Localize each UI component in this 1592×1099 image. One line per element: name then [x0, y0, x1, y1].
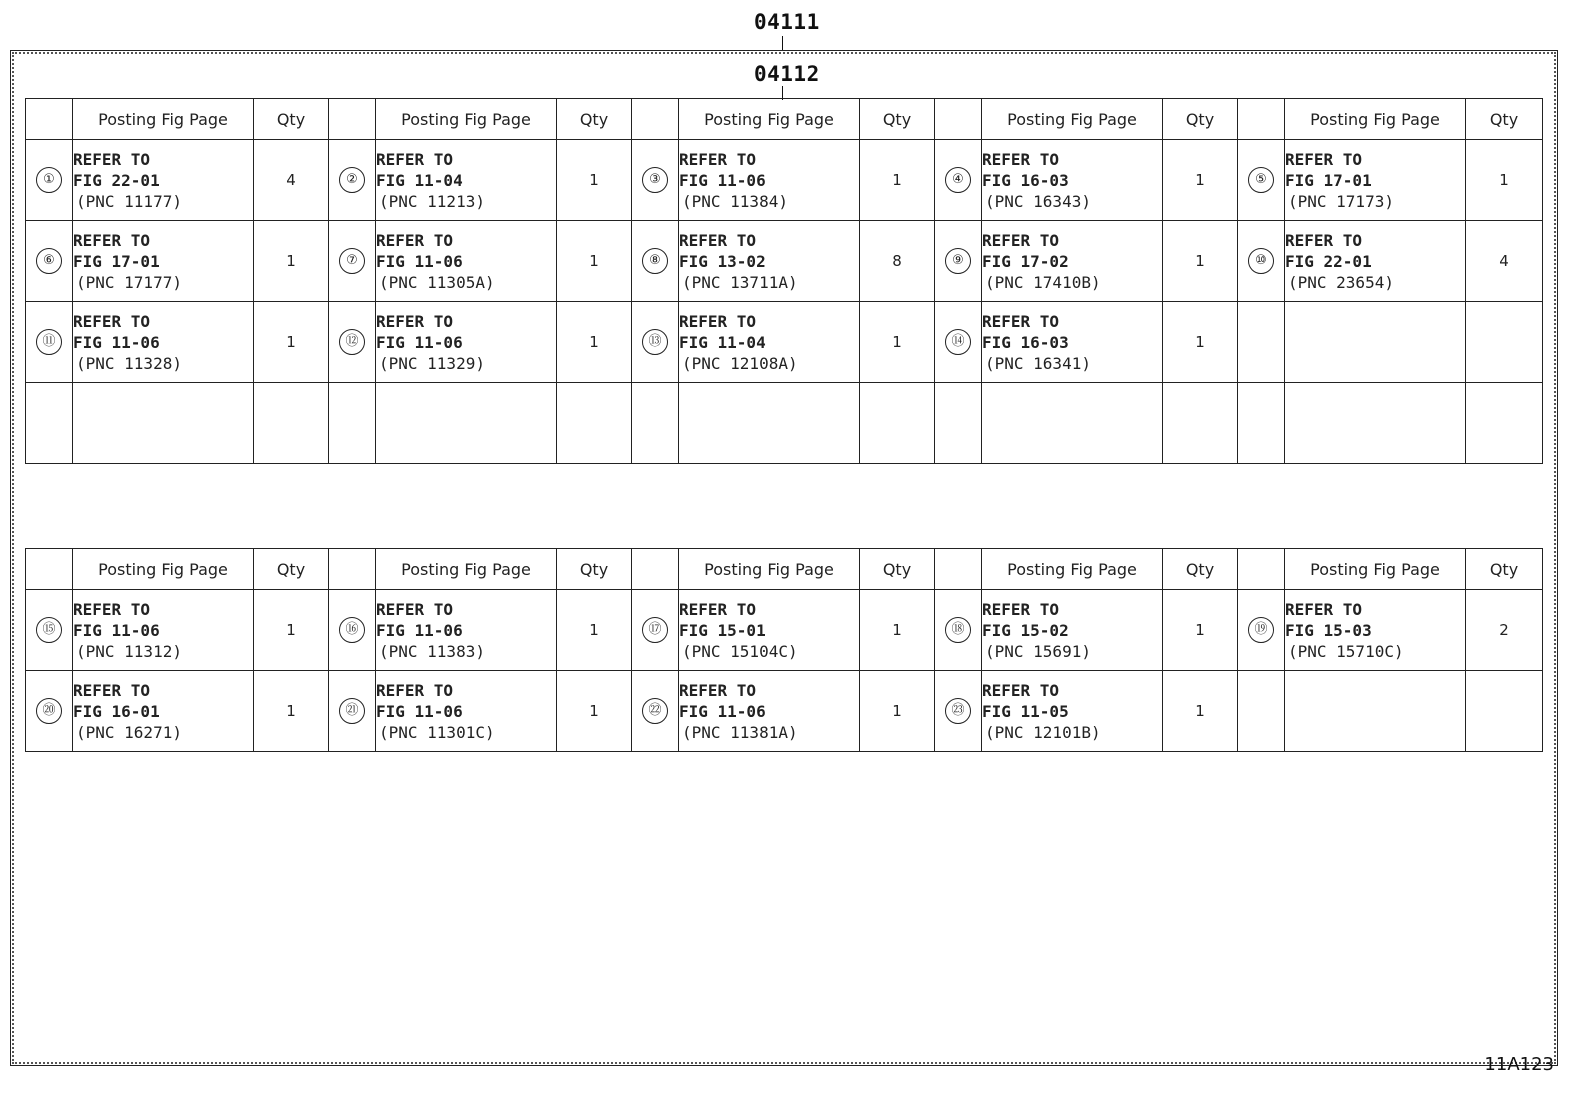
callout-number: ⑦ — [339, 248, 365, 274]
reference-cell — [1285, 383, 1466, 464]
refer-to-text: REFER TO — [679, 149, 757, 169]
callout-cell — [1238, 383, 1285, 464]
header-blank-cell — [1238, 549, 1285, 590]
table-row — [26, 671, 1543, 752]
refer-to-text: REFER TO — [679, 599, 757, 619]
reference-cell — [73, 302, 254, 383]
fig-reference: FIG 11-04 — [679, 332, 766, 352]
callout-cell — [1238, 302, 1285, 383]
callout-cell — [935, 590, 982, 671]
refer-to-text: REFER TO — [982, 599, 1060, 619]
header-posting-fig-page: Posting Fig Page — [679, 99, 860, 140]
callout-cell — [26, 302, 73, 383]
header-qty: Qty — [1163, 99, 1238, 140]
callout-number: ⑯ — [339, 617, 365, 643]
header-blank-cell — [26, 99, 73, 140]
pnc-number: (PNC 11328) — [76, 353, 182, 373]
fig-reference: FIG 11-06 — [679, 701, 766, 721]
header-qty: Qty — [860, 549, 935, 590]
reference-cell — [1285, 140, 1466, 221]
callout-number: ⑤ — [1248, 167, 1274, 193]
fig-reference: FIG 15-02 — [982, 620, 1069, 640]
qty-cell: 1 — [1163, 302, 1238, 383]
callout-cell — [329, 302, 376, 383]
reference-cell — [1285, 590, 1466, 671]
reference-cell — [982, 221, 1163, 302]
callout-cell — [26, 140, 73, 221]
callout-cell — [329, 383, 376, 464]
pnc-number: (PNC 12108A) — [682, 353, 798, 373]
qty-cell: 1 — [254, 671, 329, 752]
callout-cell — [632, 383, 679, 464]
header-blank-cell — [935, 99, 982, 140]
pnc-number: (PNC 15691) — [985, 641, 1091, 661]
qty-cell: 1 — [860, 671, 935, 752]
reference-cell — [982, 383, 1163, 464]
reference-cell — [73, 671, 254, 752]
callout-cell — [632, 221, 679, 302]
qty-cell: 1 — [1466, 140, 1543, 221]
table-row — [26, 221, 1543, 302]
callout-number: ④ — [945, 167, 971, 193]
callout-number: ① — [36, 167, 62, 193]
reference-cell — [982, 590, 1163, 671]
refer-to-text: REFER TO — [376, 680, 454, 700]
header-posting-fig-page: Posting Fig Page — [1285, 99, 1466, 140]
qty-cell: 2 — [1466, 590, 1543, 671]
qty-cell — [1163, 383, 1238, 464]
qty-cell — [1466, 383, 1543, 464]
fig-reference: FIG 11-06 — [73, 620, 160, 640]
qty-cell — [557, 383, 632, 464]
callout-cell — [632, 140, 679, 221]
refer-to-text: REFER TO — [982, 149, 1060, 169]
header-posting-fig-page: Posting Fig Page — [376, 549, 557, 590]
parts-table-1 — [25, 98, 1543, 464]
qty-cell: 1 — [860, 140, 935, 221]
callout-number: ⑥ — [36, 248, 62, 274]
fig-reference: FIG 15-01 — [679, 620, 766, 640]
qty-cell: 4 — [254, 140, 329, 221]
header-posting-fig-page: Posting Fig Page — [376, 99, 557, 140]
reference-cell — [73, 140, 254, 221]
qty-cell: 1 — [860, 590, 935, 671]
table-1-body — [26, 99, 1543, 464]
pnc-number: (PNC 11177) — [76, 191, 182, 211]
pnc-number: (PNC 17173) — [1288, 191, 1394, 211]
callout-number: ⑬ — [642, 329, 668, 355]
header-posting-fig-page: Posting Fig Page — [73, 549, 254, 590]
pnc-number: (PNC 23654) — [1288, 272, 1394, 292]
callout-number: ⑨ — [945, 248, 971, 274]
table-row — [26, 302, 1543, 383]
refer-to-text: REFER TO — [679, 311, 757, 331]
callout-cell — [26, 671, 73, 752]
pnc-number: (PNC 11384) — [682, 191, 788, 211]
callout-number: ㉓ — [945, 698, 971, 724]
header-qty: Qty — [1163, 549, 1238, 590]
callout-number: ⑫ — [339, 329, 365, 355]
table-row — [26, 140, 1543, 221]
reference-cell — [982, 671, 1163, 752]
refer-to-text: REFER TO — [73, 311, 151, 331]
fig-reference: FIG 17-02 — [982, 251, 1069, 271]
reference-cell — [679, 383, 860, 464]
callout-cell — [329, 221, 376, 302]
reference-cell — [982, 140, 1163, 221]
callout-number: ㉒ — [642, 698, 668, 724]
callout-cell — [26, 383, 73, 464]
header-posting-fig-page: Posting Fig Page — [1285, 549, 1466, 590]
pnc-number: (PNC 12101B) — [985, 722, 1101, 742]
refer-to-text: REFER TO — [679, 230, 757, 250]
refer-to-text: REFER TO — [376, 599, 454, 619]
reference-cell — [679, 302, 860, 383]
callout-cell — [632, 671, 679, 752]
fig-reference: FIG 16-01 — [73, 701, 160, 721]
callout-number: ⑲ — [1248, 617, 1274, 643]
callout-cell — [1238, 671, 1285, 752]
header-posting-fig-page: Posting Fig Page — [982, 99, 1163, 140]
callout-cell — [26, 221, 73, 302]
reference-cell — [679, 590, 860, 671]
pnc-number: (PNC 16271) — [76, 722, 182, 742]
callout-number: ⑪ — [36, 329, 62, 355]
header-blank-cell — [26, 549, 73, 590]
refer-to-text: REFER TO — [376, 230, 454, 250]
header-blank-cell — [329, 549, 376, 590]
callout-number: ② — [339, 167, 365, 193]
fig-reference: FIG 17-01 — [1285, 170, 1372, 190]
refer-to-text: REFER TO — [679, 680, 757, 700]
assembly-number-sub: 04112 — [754, 62, 820, 86]
callout-cell — [935, 671, 982, 752]
callout-number: ③ — [642, 167, 668, 193]
pnc-number: (PNC 11301C) — [379, 722, 495, 742]
callout-cell — [632, 590, 679, 671]
reference-cell — [376, 221, 557, 302]
header-qty: Qty — [1466, 549, 1543, 590]
qty-cell: 4 — [1466, 221, 1543, 302]
qty-cell — [860, 383, 935, 464]
callout-cell — [935, 302, 982, 383]
fig-reference: FIG 11-06 — [376, 620, 463, 640]
pnc-number: (PNC 15710C) — [1288, 641, 1404, 661]
table-2-body — [26, 549, 1543, 752]
pnc-number: (PNC 16343) — [985, 191, 1091, 211]
refer-to-text: REFER TO — [73, 149, 151, 169]
pnc-number: (PNC 16341) — [985, 353, 1091, 373]
table-row — [26, 383, 1543, 464]
reference-cell — [1285, 302, 1466, 383]
fig-reference: FIG 16-03 — [982, 332, 1069, 352]
qty-cell — [254, 383, 329, 464]
callout-number: ⑳ — [36, 698, 62, 724]
reference-cell — [376, 590, 557, 671]
refer-to-text: REFER TO — [73, 599, 151, 619]
pnc-number: (PNC 11305A) — [379, 272, 495, 292]
fig-reference: FIG 11-06 — [376, 701, 463, 721]
fig-reference: FIG 11-06 — [679, 170, 766, 190]
callout-cell — [329, 140, 376, 221]
fig-reference: FIG 22-01 — [1285, 251, 1372, 271]
pnc-number: (PNC 15104C) — [682, 641, 798, 661]
pnc-number: (PNC 13711A) — [682, 272, 798, 292]
fig-reference: FIG 11-06 — [376, 332, 463, 352]
qty-cell: 1 — [254, 221, 329, 302]
qty-cell: 8 — [860, 221, 935, 302]
qty-cell: 1 — [860, 302, 935, 383]
reference-cell — [679, 140, 860, 221]
refer-to-text: REFER TO — [1285, 230, 1363, 250]
callout-cell — [1238, 590, 1285, 671]
parts-table-2 — [25, 548, 1543, 752]
qty-cell: 1 — [1163, 140, 1238, 221]
callout-number: ⑱ — [945, 617, 971, 643]
qty-cell: 1 — [1163, 671, 1238, 752]
callout-cell — [329, 590, 376, 671]
callout-cell — [329, 671, 376, 752]
header-blank-cell — [329, 99, 376, 140]
header-blank-cell — [632, 99, 679, 140]
callout-cell — [1238, 221, 1285, 302]
fig-reference: FIG 11-06 — [376, 251, 463, 271]
fig-reference: FIG 16-03 — [982, 170, 1069, 190]
reference-cell — [982, 302, 1163, 383]
refer-to-text: REFER TO — [73, 680, 151, 700]
header-qty: Qty — [557, 549, 632, 590]
callout-cell — [935, 383, 982, 464]
header-qty: Qty — [254, 549, 329, 590]
refer-to-text: REFER TO — [982, 230, 1060, 250]
qty-cell: 1 — [557, 221, 632, 302]
fig-reference: FIG 17-01 — [73, 251, 160, 271]
header-posting-fig-page: Posting Fig Page — [982, 549, 1163, 590]
header-qty: Qty — [254, 99, 329, 140]
callout-cell — [935, 221, 982, 302]
header-qty: Qty — [860, 99, 935, 140]
assembly-number-top: 04111 — [754, 10, 820, 34]
reference-cell — [376, 383, 557, 464]
refer-to-text: REFER TO — [376, 311, 454, 331]
callout-cell — [632, 302, 679, 383]
reference-cell — [73, 383, 254, 464]
pnc-number: (PNC 11381A) — [682, 722, 798, 742]
reference-cell — [1285, 671, 1466, 752]
refer-to-text: REFER TO — [1285, 149, 1363, 169]
refer-to-text: REFER TO — [73, 230, 151, 250]
fig-reference: FIG 11-05 — [982, 701, 1069, 721]
pnc-number: (PNC 11312) — [76, 641, 182, 661]
pnc-number: (PNC 11329) — [379, 353, 485, 373]
diagram-code: 11A123 — [1484, 1054, 1554, 1075]
callout-number: ⑰ — [642, 617, 668, 643]
refer-to-text: REFER TO — [1285, 599, 1363, 619]
reference-cell — [73, 221, 254, 302]
qty-cell — [1466, 302, 1543, 383]
header-row — [26, 99, 1543, 140]
refer-to-text: REFER TO — [982, 680, 1060, 700]
header-posting-fig-page: Posting Fig Page — [679, 549, 860, 590]
reference-cell — [73, 590, 254, 671]
qty-cell: 1 — [557, 671, 632, 752]
callout-number: ㉑ — [339, 698, 365, 724]
qty-cell: 1 — [1163, 590, 1238, 671]
qty-cell: 1 — [254, 590, 329, 671]
pnc-number: (PNC 11213) — [379, 191, 485, 211]
callout-number: ⑭ — [945, 329, 971, 355]
qty-cell: 1 — [557, 590, 632, 671]
pnc-number: (PNC 17410B) — [985, 272, 1101, 292]
fig-reference: FIG 22-01 — [73, 170, 160, 190]
callout-cell — [1238, 140, 1285, 221]
header-blank-cell — [632, 549, 679, 590]
reference-cell — [679, 221, 860, 302]
reference-cell — [376, 302, 557, 383]
reference-cell — [376, 671, 557, 752]
qty-cell: 1 — [557, 140, 632, 221]
qty-cell: 1 — [254, 302, 329, 383]
pnc-number: (PNC 17177) — [76, 272, 182, 292]
fig-reference: FIG 15-03 — [1285, 620, 1372, 640]
header-posting-fig-page: Posting Fig Page — [73, 99, 254, 140]
reference-cell — [376, 140, 557, 221]
qty-cell: 1 — [1163, 221, 1238, 302]
callout-cell — [935, 140, 982, 221]
callout-number: ⑩ — [1248, 248, 1274, 274]
qty-cell: 1 — [557, 302, 632, 383]
callout-number: ⑧ — [642, 248, 668, 274]
callout-cell — [26, 590, 73, 671]
fig-reference: FIG 11-06 — [73, 332, 160, 352]
fig-reference: FIG 13-02 — [679, 251, 766, 271]
qty-cell — [1466, 671, 1543, 752]
header-qty: Qty — [1466, 99, 1543, 140]
refer-to-text: REFER TO — [376, 149, 454, 169]
reference-cell — [679, 671, 860, 752]
fig-reference: FIG 11-04 — [376, 170, 463, 190]
reference-cell — [1285, 221, 1466, 302]
callout-number: ⑮ — [36, 617, 62, 643]
header-blank-cell — [935, 549, 982, 590]
header-qty: Qty — [557, 99, 632, 140]
leader-line-top — [782, 36, 783, 50]
refer-to-text: REFER TO — [982, 311, 1060, 331]
pnc-number: (PNC 11383) — [379, 641, 485, 661]
header-blank-cell — [1238, 99, 1285, 140]
table-row — [26, 590, 1543, 671]
header-row — [26, 549, 1543, 590]
